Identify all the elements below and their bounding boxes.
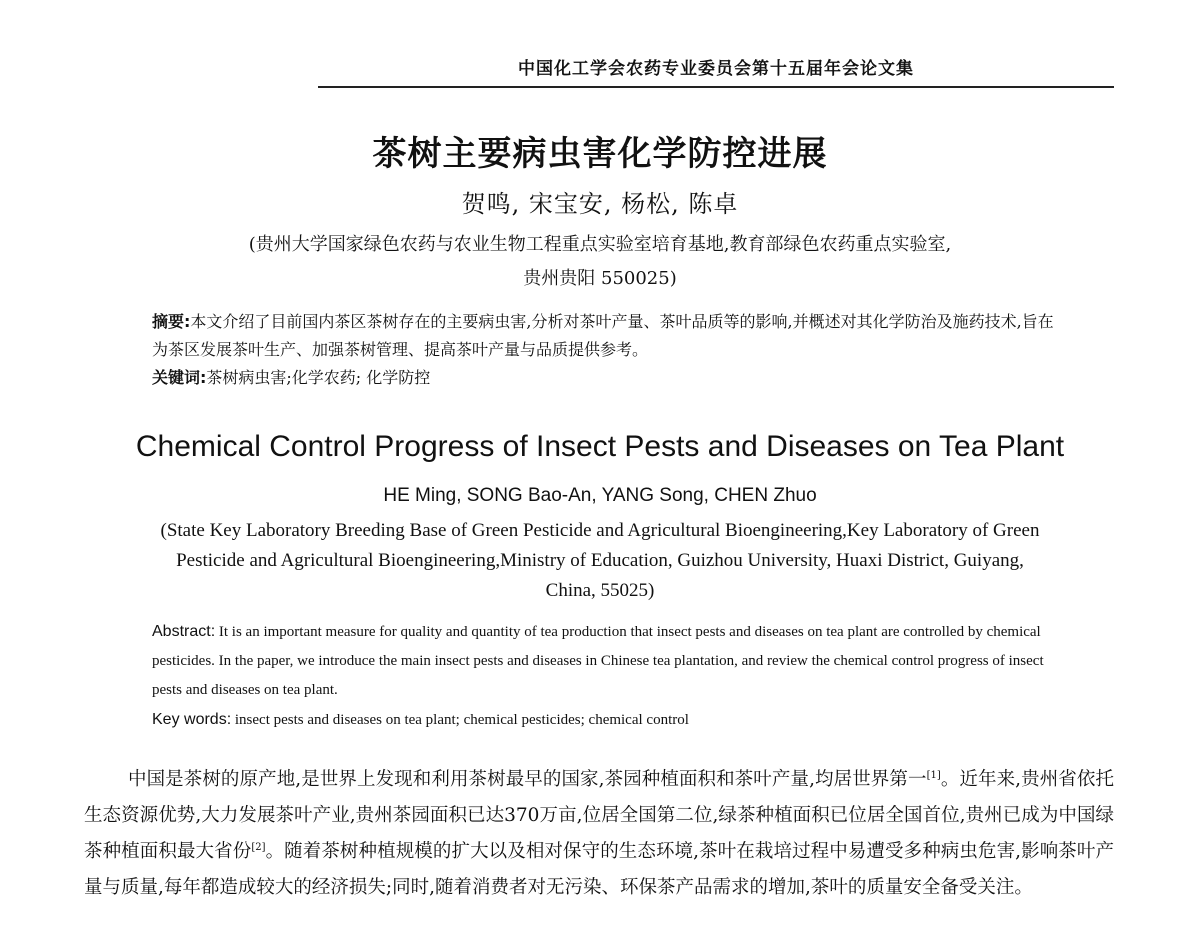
abstract-cn [152,308,1062,392]
paper-title-cn: 茶树主要病虫害化学防控进展 [372,134,828,174]
abstract-en-paragraph [152,617,1072,705]
abstract-en-text: It is an important measure for quality and quantity of tea production that insect pests and diseases on tea plant are controlled by chemical pesticides. In the paper, we introduce the main insect pests and diseases in Chinese tea plantation, and review the chemical control progress of insect pests and diseases on tea plant. [152,624,1044,698]
keywords-cn-text: 茶树病虫害;化学农药; 化学防控 [206,368,431,387]
abstract-en-label: Abstract: [152,623,216,640]
citation-ref-1: [1] [926,769,941,781]
body-text-part1: 中国是茶树的原产地,是世界上发现和利用茶树最早的国家,茶园种植面积和茶叶产量,均居世界第一 [128,769,927,790]
journal-header: 中国化工学会农药专业委员会第十五届年会论文集 [318,52,1114,88]
affiliation-cn-line2: 贵州贵阳 550025) [523,268,677,289]
keywords-en [152,705,1072,735]
keywords-en-text: insect pests and diseases on tea plant; chemical pesticides; chemical control [234,712,689,728]
affiliation-en: (State Key Laboratory Breeding Base of Green Pesticide and Agricultural Bioengineering,Key Laboratory of Green Pesticide and Agricultural Bioengineering,Ministry of Education, Guizhou University, Huaxi District, Guiyang, China, 55025) [160,520,1040,601]
affiliation-cn-line1: (贵州大学国家绿色农药与农业生物工程重点实验室培育基地,教育部绿色农药重点实验室, [248,234,952,255]
body-text-part2: 。近年来,贵州省依托生态资源优势,大力发展茶叶产业,贵州茶园面积已达370万亩,位居全国第二位,绿茶种植面积已位居全国首位,贵州已成为中国绿茶种植面积最大省份 [84,769,1114,862]
abstract-cn-text: 本文介绍了目前国内茶区茶树存在的主要病虫害,分析对茶叶产量、茶叶品质等的影响,并概述对其化学防治及施药技术,旨在为茶区发展茶叶生产、加强茶树管理、提高茶叶产量与品质提供参考。 [152,312,1054,359]
keywords-en-label: Key words: [152,711,232,728]
paper-title-en: Chemical Control Progress of Insect Pests and Diseases on Tea Plant [135,430,1065,463]
authors-cn: 贺鸣, 宋宝安, 杨松, 陈卓 [461,190,739,218]
body-text-part3: 。随着茶树种植规模的扩大以及相对保守的生态环境,茶叶在栽培过程中易遭受多种病虫危害,影响茶叶产量与质量,每年都造成较大的经济损失;同时,随着消费者对无污染、环保茶产品需求的增加,茶叶的质量安全备受关注。 [84,841,1114,898]
abstract-cn-paragraph [152,308,1062,364]
abstract-en [152,617,1072,735]
affiliation-cn [150,228,1050,296]
abstract-cn-label: 摘要: [152,312,191,331]
keywords-cn [152,364,1062,392]
authors-en: HE Ming, SONG Bao-An, YANG Song, CHEN Zhuo [383,485,817,506]
body-paragraph [84,762,1114,906]
citation-ref-2: [2] [251,841,266,853]
keywords-cn-label: 关键词: [152,368,207,387]
